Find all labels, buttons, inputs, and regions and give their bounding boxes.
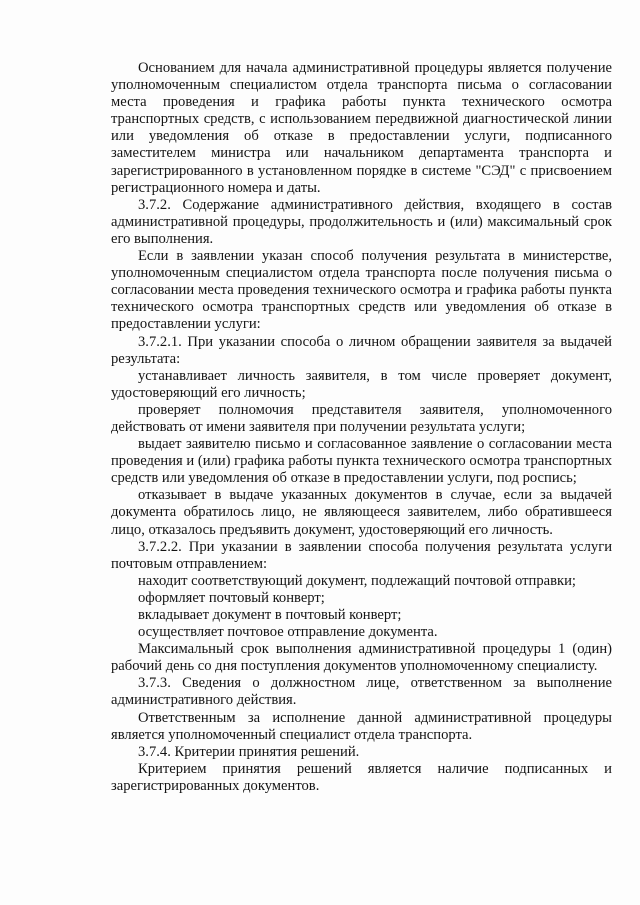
paragraph-max-term: Максимальный срок выполнения административной процедуры 1 (один) рабочий день со дня поступления документов уполномоченному специалисту. xyxy=(111,641,612,675)
paragraph-3-7-4-heading: 3.7.4. Критерии принятия решений. xyxy=(138,743,360,760)
paragraph-responsible: Ответственным за исполнение данной административной процедуры является уполномоченный специалист отдела транспорта. xyxy=(111,709,612,743)
paragraph-criteria: Критерием принятия решений является наличие подписанных и зарегистрированных документов. xyxy=(111,760,612,794)
paragraph-insert-document: вкладывает документ в почтовый конверт; xyxy=(138,607,402,623)
paragraph-refuse-issue: отказывает в выдаче указанных документов в случае, если за выдачей документа обратилось лицо, не являющееся заявителем, либо обратившееся лицо, отказалось предъявить документ, удостоверяющий его личность. xyxy=(111,487,612,538)
paragraph-identify-applicant: устанавливает личность заявителя, в том числе проверяет документ, удостоверяющий его личность; xyxy=(111,367,612,401)
paragraph-ministry-receipt: Если в заявлении указан способ получения результата в министерстве, уполномоченным специалистом отдела транспорта после получения письма о согласовании места проведения технического осмотра и графика работы пункта технического осмотра транспортных средств или уведомления об отказе в предоставлении услуги: xyxy=(111,248,612,333)
document-body xyxy=(111,60,612,795)
paragraph-basis: Основанием для начала административной процедуры является получение уполномоченным специалистом отдела транспорта письма о согласовании места проведения и графика работы пункта технического осмотра транспортных средств, с использованием передвижной диагностической линии или уведомления об отказе в предоставлении услуги, подписанного заместителем министра или начальником департамента транспорта и зарегистрированного в установленном порядке в системе "СЭД" с присвоением регистрационного номера и даты. xyxy=(111,60,612,196)
paragraph-find-document: находит соответствующий документ, подлежащий почтовой отправки; xyxy=(138,572,576,589)
paragraph-3-7-2-1-heading: 3.7.2.1. При указании способа о личном обращении заявителя за выдачей результата: xyxy=(111,333,612,367)
paragraph-prepare-envelope: оформляет почтовый конверт; xyxy=(138,589,325,606)
paragraph-3-7-3-heading: 3.7.3. Сведения о должностном лице, ответственном за выполнение административного действия. xyxy=(111,675,612,709)
paragraph-3-7-2-heading: 3.7.2. Содержание административного действия, входящего в состав административной процедуры, продолжительность и (или) максимальный срок его выполнения. xyxy=(111,196,612,247)
paragraph-3-7-2-2-heading: 3.7.2.2. При указании в заявлении способа получения результата услуги почтовым отправлением: xyxy=(111,538,612,572)
paragraph-check-authority: проверяет полномочия представителя заявителя, уполномоченного действовать от имени заявителя при получении результата услуги; xyxy=(111,401,612,435)
paragraph-issue-letter: выдает заявителю письмо и согласованное заявление о согласовании места проведения и (или) графика работы пункта технического осмотра транспортных средств или уведомления об отказе в предоставлении услуги, под роспись; xyxy=(111,436,612,487)
paragraph-send-mail: осуществляет почтовое отправление документа. xyxy=(138,624,438,641)
